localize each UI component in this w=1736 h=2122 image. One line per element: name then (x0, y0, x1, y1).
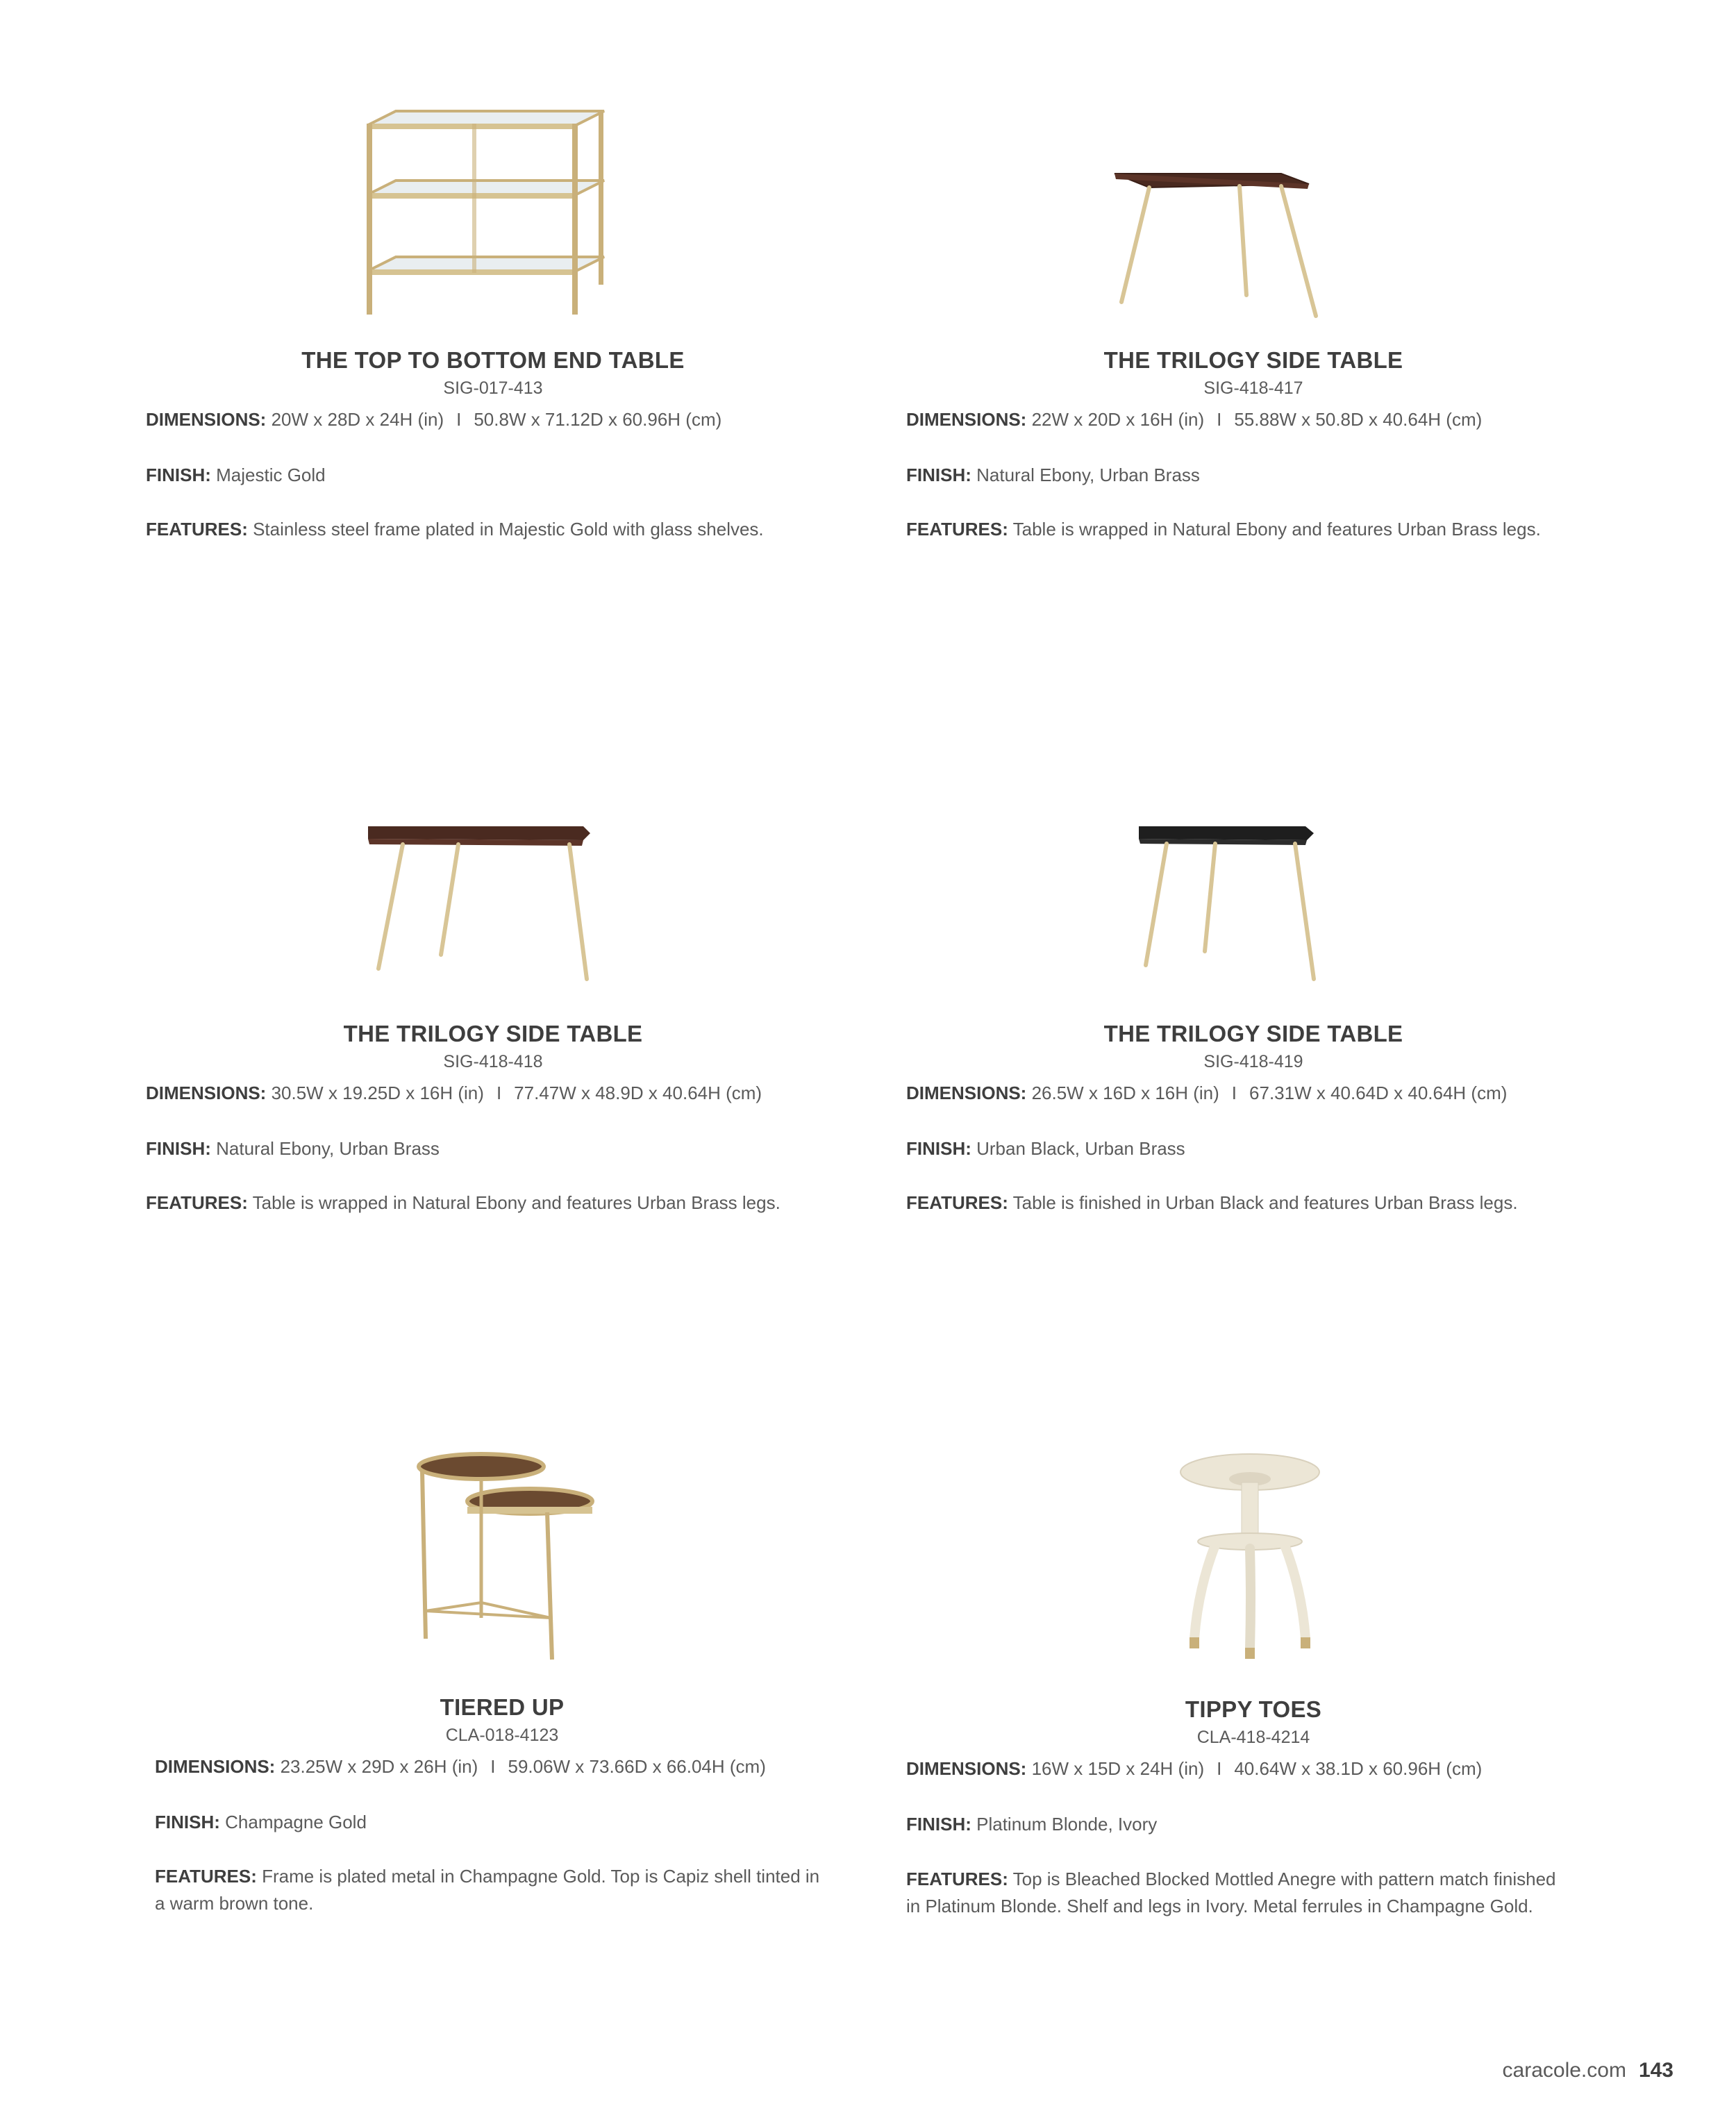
dimensions-cm: 67.31W x 40.64D x 40.64H (cm) (1249, 1083, 1508, 1103)
features-label: FEATURES: (146, 1192, 248, 1213)
dimensions-cm: 59.06W x 73.66D x 66.04H (cm) (508, 1756, 766, 1777)
finish-label: FINISH: (906, 465, 971, 485)
dimensions-separator: I (1217, 409, 1222, 430)
dimensions-label: DIMENSIONS: (155, 1756, 276, 1777)
finish-value: Champagne Gold (225, 1812, 367, 1832)
dimensions-label: DIMENSIONS: (906, 409, 1027, 430)
product-title: THE TOP TO BOTTOM END TABLE (301, 347, 685, 373)
finish-label: FINISH: (906, 1814, 971, 1835)
end-table-image (354, 104, 632, 326)
product-title: THE TRILOGY SIDE TABLE (343, 1021, 643, 1046)
dimensions-label: DIMENSIONS: (906, 1758, 1027, 1779)
page-footer (1503, 2059, 1674, 2082)
features-label: FEATURES: (155, 1866, 257, 1887)
trilogy-table-image (1132, 812, 1340, 1021)
dimensions-separator: I (1217, 1758, 1222, 1779)
dimensions-separator: I (456, 409, 462, 430)
product-title: TIPPY TOES (1185, 1696, 1322, 1722)
finish-value: Urban Black, Urban Brass (976, 1138, 1185, 1159)
product-title: THE TRILOGY SIDE TABLE (1103, 1021, 1403, 1046)
product-title: TIERED UP (440, 1694, 565, 1720)
dimensions-separator: I (490, 1756, 496, 1777)
site-url: caracole.com (1502, 2059, 1626, 2082)
features-line (146, 516, 840, 543)
dimensions-label: DIMENSIONS: (146, 409, 267, 430)
dimensions-in: 16W x 15D x 24H (in) (1031, 1758, 1205, 1779)
dimensions-in: 22W x 20D x 16H (in) (1031, 409, 1205, 430)
product-sku: SIG-017-413 (443, 378, 543, 398)
dimensions-label: DIMENSIONS: (146, 1083, 267, 1103)
finish-value: Natural Ebony, Urban Brass (216, 1138, 440, 1159)
finish-value: Platinum Blonde, Ivory (976, 1814, 1158, 1835)
finish-label: FINISH: (155, 1812, 220, 1832)
finish-line (906, 1135, 1601, 1162)
features-value: Table is wrapped in Natural Ebony and features Urban Brass legs. (252, 1192, 781, 1213)
product-sku: CLA-018-4123 (445, 1726, 559, 1745)
finish-label: FINISH: (906, 1138, 971, 1159)
features-label: FEATURES: (906, 519, 1008, 540)
product-sku: CLA-418-4214 (1196, 1728, 1310, 1747)
dimensions-line (155, 1753, 849, 1780)
product-sku: SIG-418-418 (443, 1052, 543, 1071)
finish-value: Majestic Gold (216, 465, 326, 485)
dimensions-label: DIMENSIONS: (906, 1083, 1027, 1103)
features-line (906, 516, 1601, 543)
product-sku: SIG-418-419 (1203, 1052, 1303, 1071)
dimensions-line (146, 1080, 840, 1107)
features-value: Top is Bleached Blocked Mottled Anegre with pattern match finished in Platinum Blonde. Shelf and legs in Ivory. Metal ferrules in Champagne Gold. (906, 1869, 1556, 1916)
dimensions-cm: 50.8W x 71.12D x 60.96H (cm) (474, 409, 722, 430)
features-line (906, 1866, 1573, 1920)
dimensions-line (906, 1080, 1601, 1107)
features-line (906, 1189, 1601, 1217)
dimensions-in: 30.5W x 19.25D x 16H (in) (271, 1083, 484, 1103)
dimensions-in: 23.25W x 29D x 26H (in) (280, 1756, 478, 1777)
features-value: Table is finished in Urban Black and features Urban Brass legs. (1012, 1192, 1518, 1213)
dimensions-cm: 40.64W x 38.1D x 60.96H (cm) (1234, 1758, 1483, 1779)
features-line (155, 1863, 821, 1917)
dimensions-in: 20W x 28D x 24H (in) (271, 409, 444, 430)
finish-line (146, 462, 840, 489)
features-label: FEATURES: (906, 1869, 1008, 1889)
finish-value: Natural Ebony, Urban Brass (976, 465, 1200, 485)
features-label: FEATURES: (906, 1192, 1008, 1213)
finish-line (906, 462, 1601, 489)
tiered-up-table-image (405, 1451, 613, 1673)
features-value: Stainless steel frame plated in Majestic Gold with glass shelves. (253, 519, 764, 540)
trilogy-table-image (1108, 146, 1330, 354)
dimensions-in: 26.5W x 16D x 16H (in) (1031, 1083, 1219, 1103)
dimensions-separator: I (496, 1083, 502, 1103)
dimensions-line (906, 1755, 1601, 1782)
dimensions-separator: I (1231, 1083, 1237, 1103)
features-value: Frame is plated metal in Champagne Gold. Top is Capiz shell tinted in a warm brown tone. (155, 1866, 820, 1914)
finish-line (906, 1811, 1601, 1838)
trilogy-table-image (361, 812, 611, 1021)
page-number: 143 (1638, 2059, 1674, 2082)
product-sku: SIG-418-417 (1203, 378, 1303, 398)
features-value: Table is wrapped in Natural Ebony and features Urban Brass legs. (1012, 519, 1541, 540)
finish-label: FINISH: (146, 465, 211, 485)
dimensions-line (906, 406, 1601, 433)
finish-label: FINISH: (146, 1138, 211, 1159)
dimensions-line (146, 406, 840, 433)
finish-line (146, 1135, 840, 1162)
product-title: THE TRILOGY SIDE TABLE (1103, 347, 1403, 373)
features-line (146, 1189, 840, 1217)
tippy-toes-table-image (1167, 1451, 1333, 1666)
finish-line (155, 1809, 849, 1836)
dimensions-cm: 77.47W x 48.9D x 40.64H (cm) (514, 1083, 762, 1103)
features-label: FEATURES: (146, 519, 248, 540)
dimensions-cm: 55.88W x 50.8D x 40.64H (cm) (1234, 409, 1483, 430)
